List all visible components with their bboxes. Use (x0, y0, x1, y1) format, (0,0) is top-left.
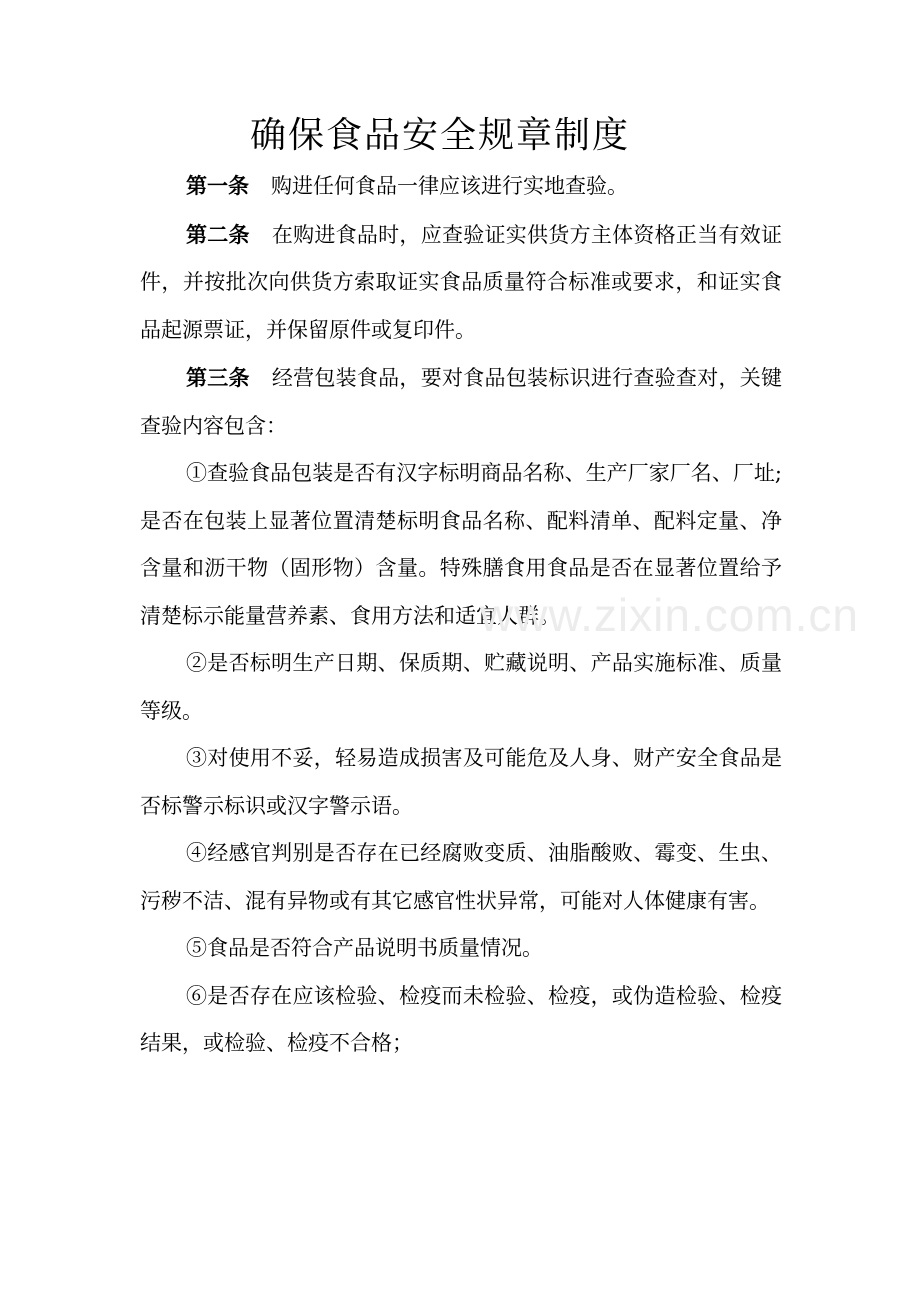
article-1 (140, 162, 782, 211)
article-2 (140, 211, 782, 355)
document-body (140, 162, 782, 1068)
article-text: 在购进食品时，应查验证实供货方主体资格正当有效证件，并按批次向供货方索取证实食品质量符合标准或要求，和证实食品起源票证，并保留原件或复印件。 (140, 222, 783, 342)
item-2: ②是否标明生产日期、保质期、贮藏说明、产品实施标准、质量等级。 (140, 651, 782, 723)
watermark: www.zixin.com.cn (480, 589, 859, 641)
article-3 (140, 354, 782, 450)
item-3: ③对使用不妥，轻易造成损害及可能危及人身、财产安全食品是否标警示标识或汉字警示语。 (140, 746, 782, 818)
article-label: 第一条 (186, 173, 249, 198)
article-label: 第三条 (186, 365, 250, 390)
article-text: 购进任何食品一律应该进行实地查验。 (271, 174, 628, 198)
item-5: ⑤食品是否符合产品说明书质量情况。 (186, 936, 543, 960)
document-title: 确保食品安全规章制度 (249, 115, 630, 156)
article-label: 第二条 (186, 221, 250, 247)
article-text: 经营包装食品，要对食品包装标识进行查验查对，关键查验内容包含： (140, 366, 783, 438)
item-4: ④经感官判别是否存在已经腐败变质、油脂酸败、霉变、生虫、污秽不洁、混有异物或有其它感官性状异常，可能对人体健康有害。 (140, 841, 782, 913)
item-1: ①查验食品包装是否有汉字标明商品名称、生产厂家厂名、厂址; 是否在包装上显著位置清楚标明食品名称、配料清单、配料定量、净含量和沥干物（固形物）含量。特殊膳食用食品是否在显著位置给予清楚标示能量营养素、食用方法和适宜人群。 (140, 461, 782, 628)
item-6: ⑥是否存在应该检验、检疫而未检验、检疫，或伪造检验、检疫结果，或检验、检疫不合格； (140, 983, 782, 1055)
